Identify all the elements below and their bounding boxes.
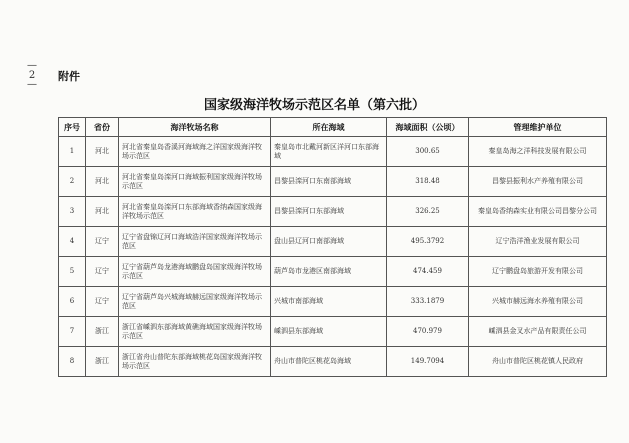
cell-management-unit: 舟山市普陀区桃花镇人民政府 bbox=[469, 347, 607, 377]
cell-province: 河北 bbox=[86, 167, 119, 197]
cell-ranch-name: 河北省秦皇岛滦河口东部海域香纳森国家级海洋牧场示范区 bbox=[119, 197, 271, 227]
cell-sea-area: 葫芦岛市龙港区南部海域 bbox=[271, 257, 387, 287]
cell-index: 6 bbox=[59, 287, 86, 317]
demonstration-zone-table bbox=[58, 117, 607, 377]
cell-area-size: 495.3792 bbox=[387, 227, 469, 257]
cell-area-size: 149.7094 bbox=[387, 347, 469, 377]
cell-ranch-name: 辽宁省葫芦岛龙港海域鹏盘岛国家级海洋牧场示范区 bbox=[119, 257, 271, 287]
cell-province: 河北 bbox=[86, 197, 119, 227]
cell-management-unit: 辽宁浩洋渔业发展有限公司 bbox=[469, 227, 607, 257]
cell-province: 浙江 bbox=[86, 317, 119, 347]
table-row bbox=[59, 137, 607, 167]
document-title: 国家级海洋牧场示范区名单（第六批） bbox=[203, 98, 425, 113]
cell-area-size: 326.25 bbox=[387, 197, 469, 227]
cell-index: 1 bbox=[59, 137, 86, 167]
cell-province: 辽宁 bbox=[86, 287, 119, 317]
cell-province: 河北 bbox=[86, 137, 119, 167]
cell-management-unit: 昌黎县振利水产养殖有限公司 bbox=[469, 167, 607, 197]
cell-sea-area: 昌黎县滦河口东南部海域 bbox=[271, 167, 387, 197]
cell-sea-area: 盘山县辽河口南部海域 bbox=[271, 227, 387, 257]
header-province: 省份 bbox=[86, 118, 119, 137]
header-sea-area: 所在海域 bbox=[271, 118, 387, 137]
cell-ranch-name: 浙江省嵊泗东部海域黄礁海域国家级海洋牧场示范区 bbox=[119, 317, 271, 347]
table-row bbox=[59, 287, 607, 317]
cell-index: 7 bbox=[59, 317, 86, 347]
cell-sea-area: 兴城市南部海域 bbox=[271, 287, 387, 317]
header-ranch-name: 海洋牧场名称 bbox=[119, 118, 271, 137]
cell-ranch-name: 河北省秦皇岛香溪河海域海之洋国家级海洋牧场示范区 bbox=[119, 137, 271, 167]
table-row bbox=[59, 257, 607, 287]
cell-ranch-name: 浙江省舟山普陀东部海域桃花岛国家级海洋牧场示范区 bbox=[119, 347, 271, 377]
cell-province: 浙江 bbox=[86, 347, 119, 377]
cell-management-unit: 秦皇岛香纳森实业有限公司昌黎分公司 bbox=[469, 197, 607, 227]
cell-province: 辽宁 bbox=[86, 257, 119, 287]
cell-index: 3 bbox=[59, 197, 86, 227]
cell-area-size: 333.1879 bbox=[387, 287, 469, 317]
cell-management-unit: 嵊泗县金叉水产品有限责任公司 bbox=[469, 317, 607, 347]
table-row bbox=[59, 227, 607, 257]
cell-area-size: 474.459 bbox=[387, 257, 469, 287]
cell-management-unit: 辽宁鹏盘岛旅游开发有限公司 bbox=[469, 257, 607, 287]
attachment-label: 附件 bbox=[58, 70, 80, 83]
cell-sea-area: 昌黎县滦河口东部海域 bbox=[271, 197, 387, 227]
cell-index: 2 bbox=[59, 167, 86, 197]
header-management-unit: 管理维护单位 bbox=[469, 118, 607, 137]
cell-ranch-name: 辽宁省葫芦岛兴城海域赫远国家级海洋牧场示范区 bbox=[119, 287, 271, 317]
page-number: — 2 — bbox=[27, 60, 37, 90]
header-index: 序号 bbox=[59, 118, 86, 137]
cell-area-size: 470.979 bbox=[387, 317, 469, 347]
cell-sea-area: 嵊泗县东部海域 bbox=[271, 317, 387, 347]
table-row bbox=[59, 197, 607, 227]
cell-management-unit: 秦皇岛海之洋科技发展有限公司 bbox=[469, 137, 607, 167]
page-number-value: 2 bbox=[28, 70, 36, 81]
cell-ranch-name: 辽宁省盘锦辽河口海域浩洋国家级海洋牧场示范区 bbox=[119, 227, 271, 257]
cell-area-size: 300.65 bbox=[387, 137, 469, 167]
table-row bbox=[59, 167, 607, 197]
table-header-row bbox=[59, 118, 607, 137]
cell-area-size: 318.48 bbox=[387, 167, 469, 197]
cell-province: 辽宁 bbox=[86, 227, 119, 257]
cell-index: 8 bbox=[59, 347, 86, 377]
cell-sea-area: 秦皇岛市北戴河新区洋河口东部海域 bbox=[271, 137, 387, 167]
header-area-size: 海域面积（公顷） bbox=[387, 118, 469, 137]
table-row bbox=[59, 347, 607, 377]
cell-index: 5 bbox=[59, 257, 86, 287]
table-row bbox=[59, 317, 607, 347]
cell-sea-area: 舟山市普陀区桃花岛海域 bbox=[271, 347, 387, 377]
cell-management-unit: 兴城市赫远海水养殖有限公司 bbox=[469, 287, 607, 317]
cell-index: 4 bbox=[59, 227, 86, 257]
cell-ranch-name: 河北省秦皇岛滦河口海域振利国家级海洋牧场示范区 bbox=[119, 167, 271, 197]
